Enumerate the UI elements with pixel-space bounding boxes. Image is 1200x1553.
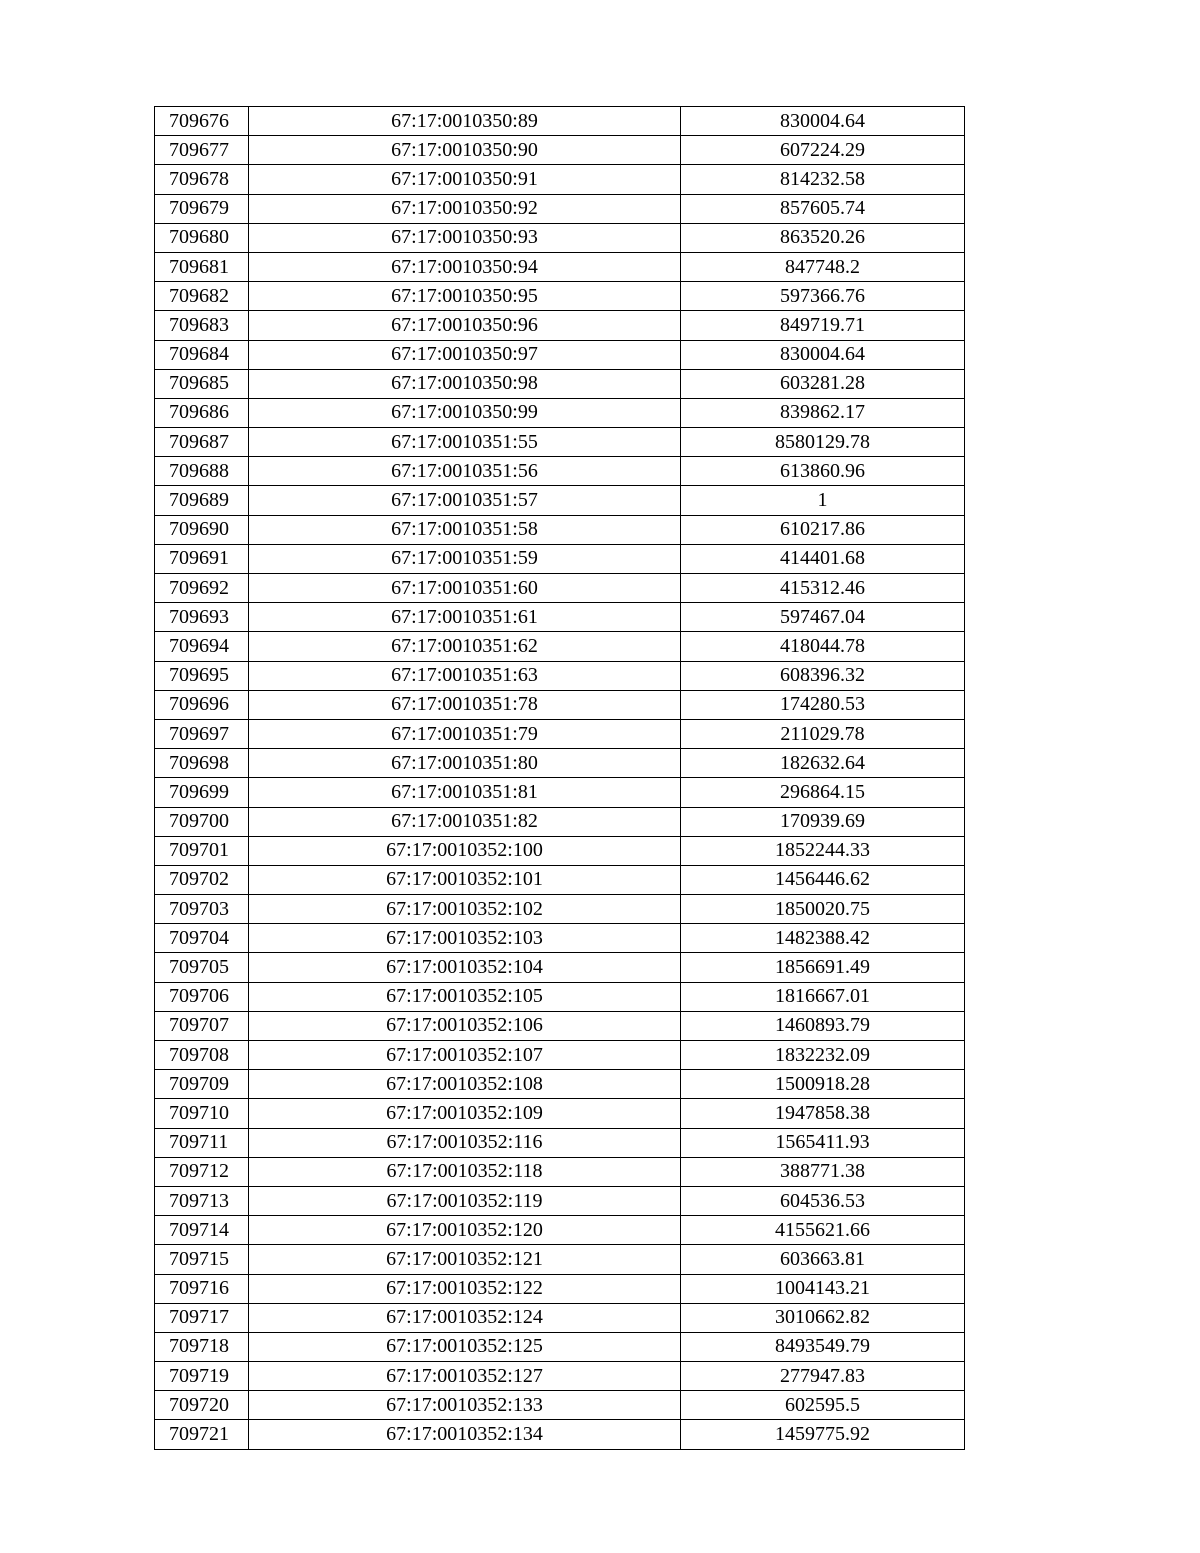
- row-number-cell: 709698: [155, 749, 249, 778]
- cadastral-number-cell: 67:17:0010351:56: [249, 457, 681, 486]
- table-row: [155, 603, 965, 632]
- table-row: [155, 544, 965, 573]
- cadastral-value-cell: 1482388.42: [681, 924, 965, 953]
- table-body: [155, 107, 965, 1450]
- row-number-cell: 709694: [155, 632, 249, 661]
- cadastral-value-cell: 1500918.28: [681, 1070, 965, 1099]
- table-row: [155, 1011, 965, 1040]
- cadastral-number-cell: 67:17:0010351:78: [249, 690, 681, 719]
- cadastral-value-cell: 182632.64: [681, 749, 965, 778]
- row-number-cell: 709715: [155, 1245, 249, 1274]
- row-number-cell: 709714: [155, 1216, 249, 1245]
- cadastral-number-cell: 67:17:0010352:122: [249, 1274, 681, 1303]
- cadastral-value-cell: 604536.53: [681, 1186, 965, 1215]
- table-row: [155, 632, 965, 661]
- cadastral-number-cell: 67:17:0010351:82: [249, 807, 681, 836]
- table-row: [155, 953, 965, 982]
- table-row: [155, 1420, 965, 1449]
- cadastral-value-cell: 1459775.92: [681, 1420, 965, 1449]
- table-row: [155, 1128, 965, 1157]
- cadastral-number-cell: 67:17:0010352:124: [249, 1303, 681, 1332]
- cadastral-value-cell: 849719.71: [681, 311, 965, 340]
- row-number-cell: 709704: [155, 924, 249, 953]
- table-row: [155, 1070, 965, 1099]
- cadastral-number-cell: 67:17:0010351:61: [249, 603, 681, 632]
- cadastral-value-cell: 597467.04: [681, 603, 965, 632]
- cadastral-number-cell: 67:17:0010352:100: [249, 836, 681, 865]
- row-number-cell: 709682: [155, 282, 249, 311]
- table-row: [155, 1332, 965, 1361]
- cadastral-number-cell: 67:17:0010351:62: [249, 632, 681, 661]
- row-number-cell: 709718: [155, 1332, 249, 1361]
- cadastral-value-cell: 1565411.93: [681, 1128, 965, 1157]
- cadastral-number-cell: 67:17:0010351:60: [249, 574, 681, 603]
- cadastral-value-cell: 597366.76: [681, 282, 965, 311]
- cadastral-value-cell: 1: [681, 486, 965, 515]
- row-number-cell: 709701: [155, 836, 249, 865]
- table-row: [155, 223, 965, 252]
- row-number-cell: 709700: [155, 807, 249, 836]
- row-number-cell: 709721: [155, 1420, 249, 1449]
- table-row: [155, 924, 965, 953]
- cadastral-number-cell: 67:17:0010352:103: [249, 924, 681, 953]
- table-row: [155, 836, 965, 865]
- cadastral-number-cell: 67:17:0010350:90: [249, 136, 681, 165]
- cadastral-value-cell: 1004143.21: [681, 1274, 965, 1303]
- row-number-cell: 709708: [155, 1041, 249, 1070]
- cadastral-number-cell: 67:17:0010350:91: [249, 165, 681, 194]
- row-number-cell: 709691: [155, 544, 249, 573]
- row-number-cell: 709685: [155, 369, 249, 398]
- row-number-cell: 709692: [155, 574, 249, 603]
- row-number-cell: 709706: [155, 982, 249, 1011]
- table-row: [155, 719, 965, 748]
- cadastral-value-cell: 1850020.75: [681, 895, 965, 924]
- row-number-cell: 709712: [155, 1157, 249, 1186]
- cadastral-value-cell: 414401.68: [681, 544, 965, 573]
- row-number-cell: 709707: [155, 1011, 249, 1040]
- table-row: [155, 194, 965, 223]
- table-row: [155, 1099, 965, 1128]
- table-row: [155, 895, 965, 924]
- row-number-cell: 709711: [155, 1128, 249, 1157]
- cadastral-value-cell: 613860.96: [681, 457, 965, 486]
- cadastral-number-cell: 67:17:0010350:94: [249, 252, 681, 281]
- cadastral-value-cell: 211029.78: [681, 719, 965, 748]
- row-number-cell: 709677: [155, 136, 249, 165]
- row-number-cell: 709699: [155, 778, 249, 807]
- cadastral-value-cell: 847748.2: [681, 252, 965, 281]
- table-row: [155, 1274, 965, 1303]
- row-number-cell: 709680: [155, 223, 249, 252]
- cadastral-number-cell: 67:17:0010350:92: [249, 194, 681, 223]
- cadastral-value-cell: 830004.64: [681, 107, 965, 136]
- cadastral-number-cell: 67:17:0010352:107: [249, 1041, 681, 1070]
- table-row: [155, 107, 965, 136]
- row-number-cell: 709703: [155, 895, 249, 924]
- table-row: [155, 1216, 965, 1245]
- cadastral-number-cell: 67:17:0010350:96: [249, 311, 681, 340]
- cadastral-value-cell: 3010662.82: [681, 1303, 965, 1332]
- cadastral-number-cell: 67:17:0010351:58: [249, 515, 681, 544]
- row-number-cell: 709695: [155, 661, 249, 690]
- cadastral-value-table: [154, 106, 965, 1450]
- table-row: [155, 1245, 965, 1274]
- cadastral-number-cell: 67:17:0010352:121: [249, 1245, 681, 1274]
- row-number-cell: 709719: [155, 1362, 249, 1391]
- cadastral-value-cell: 296864.15: [681, 778, 965, 807]
- cadastral-value-cell: 277947.83: [681, 1362, 965, 1391]
- table-row: [155, 1362, 965, 1391]
- cadastral-value-cell: 814232.58: [681, 165, 965, 194]
- row-number-cell: 709716: [155, 1274, 249, 1303]
- row-number-cell: 709709: [155, 1070, 249, 1099]
- cadastral-number-cell: 67:17:0010350:97: [249, 340, 681, 369]
- row-number-cell: 709710: [155, 1099, 249, 1128]
- table-row: [155, 574, 965, 603]
- cadastral-number-cell: 67:17:0010351:55: [249, 428, 681, 457]
- cadastral-value-cell: 174280.53: [681, 690, 965, 719]
- table-row: [155, 136, 965, 165]
- cadastral-value-cell: 857605.74: [681, 194, 965, 223]
- cadastral-number-cell: 67:17:0010352:108: [249, 1070, 681, 1099]
- cadastral-number-cell: 67:17:0010352:120: [249, 1216, 681, 1245]
- cadastral-number-cell: 67:17:0010350:99: [249, 398, 681, 427]
- cadastral-number-cell: 67:17:0010352:116: [249, 1128, 681, 1157]
- cadastral-number-cell: 67:17:0010351:57: [249, 486, 681, 515]
- row-number-cell: 709684: [155, 340, 249, 369]
- cadastral-number-cell: 67:17:0010351:63: [249, 661, 681, 690]
- table-row: [155, 1041, 965, 1070]
- row-number-cell: 709678: [155, 165, 249, 194]
- cadastral-value-cell: 170939.69: [681, 807, 965, 836]
- cadastral-number-cell: 67:17:0010352:134: [249, 1420, 681, 1449]
- row-number-cell: 709693: [155, 603, 249, 632]
- table-row: [155, 252, 965, 281]
- cadastral-value-cell: 388771.38: [681, 1157, 965, 1186]
- table-row: [155, 778, 965, 807]
- row-number-cell: 709686: [155, 398, 249, 427]
- table-row: [155, 165, 965, 194]
- row-number-cell: 709702: [155, 865, 249, 894]
- cadastral-value-cell: 1816667.01: [681, 982, 965, 1011]
- cadastral-number-cell: 67:17:0010352:127: [249, 1362, 681, 1391]
- cadastral-value-cell: 863520.26: [681, 223, 965, 252]
- cadastral-value-cell: 603281.28: [681, 369, 965, 398]
- table-row: [155, 661, 965, 690]
- cadastral-number-cell: 67:17:0010352:119: [249, 1186, 681, 1215]
- table-row: [155, 486, 965, 515]
- cadastral-number-cell: 67:17:0010351:79: [249, 719, 681, 748]
- cadastral-value-cell: 1460893.79: [681, 1011, 965, 1040]
- cadastral-number-cell: 67:17:0010351:59: [249, 544, 681, 573]
- cadastral-value-cell: 1456446.62: [681, 865, 965, 894]
- table-row: [155, 398, 965, 427]
- cadastral-number-cell: 67:17:0010351:81: [249, 778, 681, 807]
- cadastral-number-cell: 67:17:0010352:118: [249, 1157, 681, 1186]
- cadastral-number-cell: 67:17:0010351:80: [249, 749, 681, 778]
- cadastral-value-cell: 1856691.49: [681, 953, 965, 982]
- cadastral-number-cell: 67:17:0010352:133: [249, 1391, 681, 1420]
- table-row: [155, 428, 965, 457]
- cadastral-number-cell: 67:17:0010350:98: [249, 369, 681, 398]
- table-row: [155, 1186, 965, 1215]
- cadastral-number-cell: 67:17:0010352:101: [249, 865, 681, 894]
- cadastral-number-cell: 67:17:0010352:105: [249, 982, 681, 1011]
- table-row: [155, 515, 965, 544]
- table-row: [155, 865, 965, 894]
- table-row: [155, 807, 965, 836]
- table-row: [155, 282, 965, 311]
- row-number-cell: 709713: [155, 1186, 249, 1215]
- table-row: [155, 749, 965, 778]
- table-row: [155, 340, 965, 369]
- cadastral-value-cell: 830004.64: [681, 340, 965, 369]
- table-row: [155, 690, 965, 719]
- cadastral-value-cell: 839862.17: [681, 398, 965, 427]
- table-row: [155, 457, 965, 486]
- cadastral-number-cell: 67:17:0010352:109: [249, 1099, 681, 1128]
- row-number-cell: 709683: [155, 311, 249, 340]
- row-number-cell: 709720: [155, 1391, 249, 1420]
- cadastral-value-cell: 8580129.78: [681, 428, 965, 457]
- row-number-cell: 709689: [155, 486, 249, 515]
- cadastral-number-cell: 67:17:0010352:102: [249, 895, 681, 924]
- row-number-cell: 709688: [155, 457, 249, 486]
- cadastral-number-cell: 67:17:0010352:104: [249, 953, 681, 982]
- cadastral-value-cell: 1832232.09: [681, 1041, 965, 1070]
- row-number-cell: 709679: [155, 194, 249, 223]
- row-number-cell: 709705: [155, 953, 249, 982]
- cadastral-value-cell: 415312.46: [681, 574, 965, 603]
- row-number-cell: 709697: [155, 719, 249, 748]
- cadastral-value-cell: 1852244.33: [681, 836, 965, 865]
- table-row: [155, 1303, 965, 1332]
- cadastral-value-cell: 610217.86: [681, 515, 965, 544]
- cadastral-number-cell: 67:17:0010350:95: [249, 282, 681, 311]
- cadastral-number-cell: 67:17:0010352:106: [249, 1011, 681, 1040]
- table-row: [155, 1391, 965, 1420]
- cadastral-number-cell: 67:17:0010350:93: [249, 223, 681, 252]
- cadastral-value-cell: 1947858.38: [681, 1099, 965, 1128]
- table-row: [155, 311, 965, 340]
- cadastral-value-cell: 8493549.79: [681, 1332, 965, 1361]
- cadastral-value-cell: 608396.32: [681, 661, 965, 690]
- row-number-cell: 709690: [155, 515, 249, 544]
- row-number-cell: 709676: [155, 107, 249, 136]
- row-number-cell: 709717: [155, 1303, 249, 1332]
- cadastral-number-cell: 67:17:0010350:89: [249, 107, 681, 136]
- cadastral-value-cell: 4155621.66: [681, 1216, 965, 1245]
- table-row: [155, 1157, 965, 1186]
- cadastral-value-cell: 418044.78: [681, 632, 965, 661]
- cadastral-value-cell: 603663.81: [681, 1245, 965, 1274]
- cadastral-value-cell: 602595.5: [681, 1391, 965, 1420]
- row-number-cell: 709687: [155, 428, 249, 457]
- row-number-cell: 709696: [155, 690, 249, 719]
- cadastral-number-cell: 67:17:0010352:125: [249, 1332, 681, 1361]
- table-row: [155, 369, 965, 398]
- cadastral-value-cell: 607224.29: [681, 136, 965, 165]
- row-number-cell: 709681: [155, 252, 249, 281]
- table-row: [155, 982, 965, 1011]
